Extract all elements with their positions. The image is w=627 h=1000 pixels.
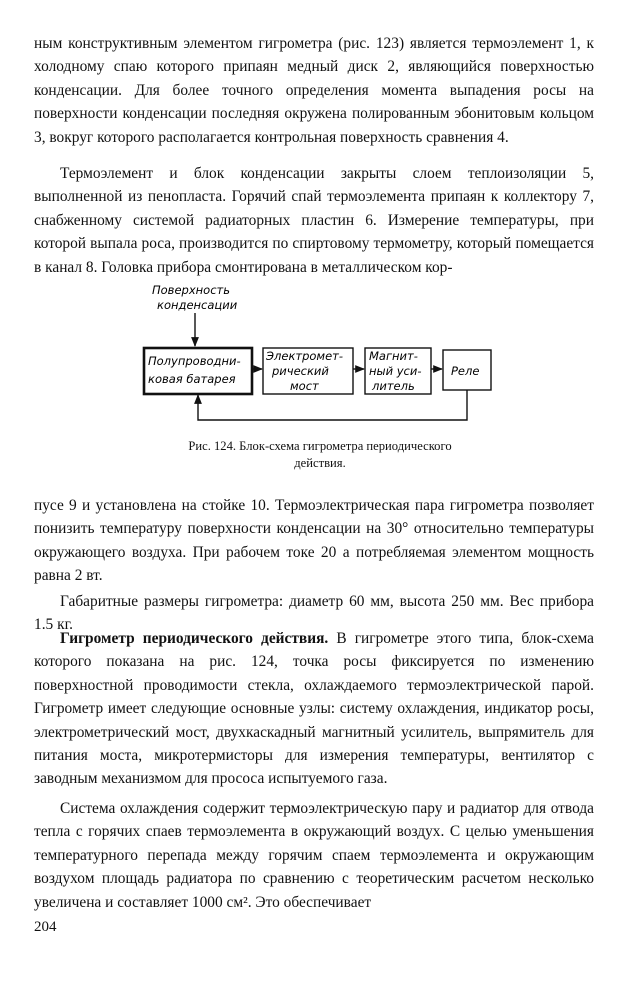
section-heading: Гигрометр периодического действия. (60, 630, 329, 647)
paragraph-5-text: В гигрометре этого типа, блок-схема которого показана на рис. 124, точка росы фиксируется по изменению поверхностной проводимости стекла, охлаждаемого термоэлектрической парой. Гигрометр имеет следующие основные узлы: систему охлаждения, индикатор росы, электрометрический мост, двухкаскадный магнитный усилитель, выпрямитель для питания моста, микротермисторы для измерения температуры, вентилятор с заводным механизмом для прососа испытуемого газа. (34, 630, 594, 788)
block-3-line2: ный уси- (369, 364, 422, 378)
figure-caption (110, 438, 530, 472)
block-2-line2: рический (272, 364, 329, 378)
paragraph-3: пусе 9 и установлена на стойке 10. Термоэлектрическая пара гигрометра позволяет понизить температуру поверхности конденсации на 30° относительно температуры окружающего воздуха. При рабочем токе 20 а потребляемая элементом мощность равна 2 вт. (34, 497, 594, 585)
block-3-line1: Магнит- (369, 349, 418, 363)
block-1-line2: ковая батарея (148, 372, 236, 386)
paragraph-2: Термоэлемент и блок конденсации закрыты слоем теплоизоляции 5, выполненной из пенопласта. Горячий спай термоэлемента припаян к коллектору 7, снабженному системой радиаторных пластин 6. Измерение температуры, при которой выпала роса, производится по спиртовому термометру, который помещается в канал 8. Головка прибора смонтирована в металлическом кор- (34, 165, 594, 276)
paragraph-4: Габаритные размеры гигрометра: диаметр 60 мм, высота 250 мм. Вес прибора 1.5 кг. (34, 593, 594, 634)
paragraph-1: ным конструктивным элементом гигрометра (рис. 123) является термоэлемент 1, к холодному спаю которого припаян медный диск 2, являющийся поверхностью конденсации. Для более точного определения момента выпадения росы на поверхности конденсации последняя окружена полированным эбонитовым кольцом 3, вокруг которого располагается контрольная поверхность сравнения 4. (34, 35, 594, 146)
block-1-line1: Полупроводни- (148, 354, 241, 368)
page-number: 204 (34, 919, 57, 935)
caption-line-2: действия. (294, 456, 346, 470)
paragraph-5 (34, 627, 594, 791)
condensation-surface-label-line2: конденсации (157, 298, 238, 312)
condensation-surface-label-line1: Поверхность (152, 283, 230, 297)
block-4-line1: Реле (451, 364, 480, 378)
block-diagram (0, 280, 627, 430)
caption-line-1: Рис. 124. Блок-схема гигрометра периодического (188, 439, 452, 453)
block-2-line1: Электромет- (266, 349, 344, 363)
block-3-line3: литель (372, 379, 415, 393)
block-2-line3: мост (290, 379, 319, 393)
paragraph-6: Система охлаждения содержит термоэлектрическую пару и радиатор для отвода тепла с горячих спаев термоэлемента в окружающий воздух. С целью уменьшения температурного перепада между горячим спаем термоэлемента и окружающим воздухом площадь радиатора по сравнению с теоретическим расчетом несколько увеличена и составляет 1000 см². Это обеспечивает (34, 800, 594, 911)
